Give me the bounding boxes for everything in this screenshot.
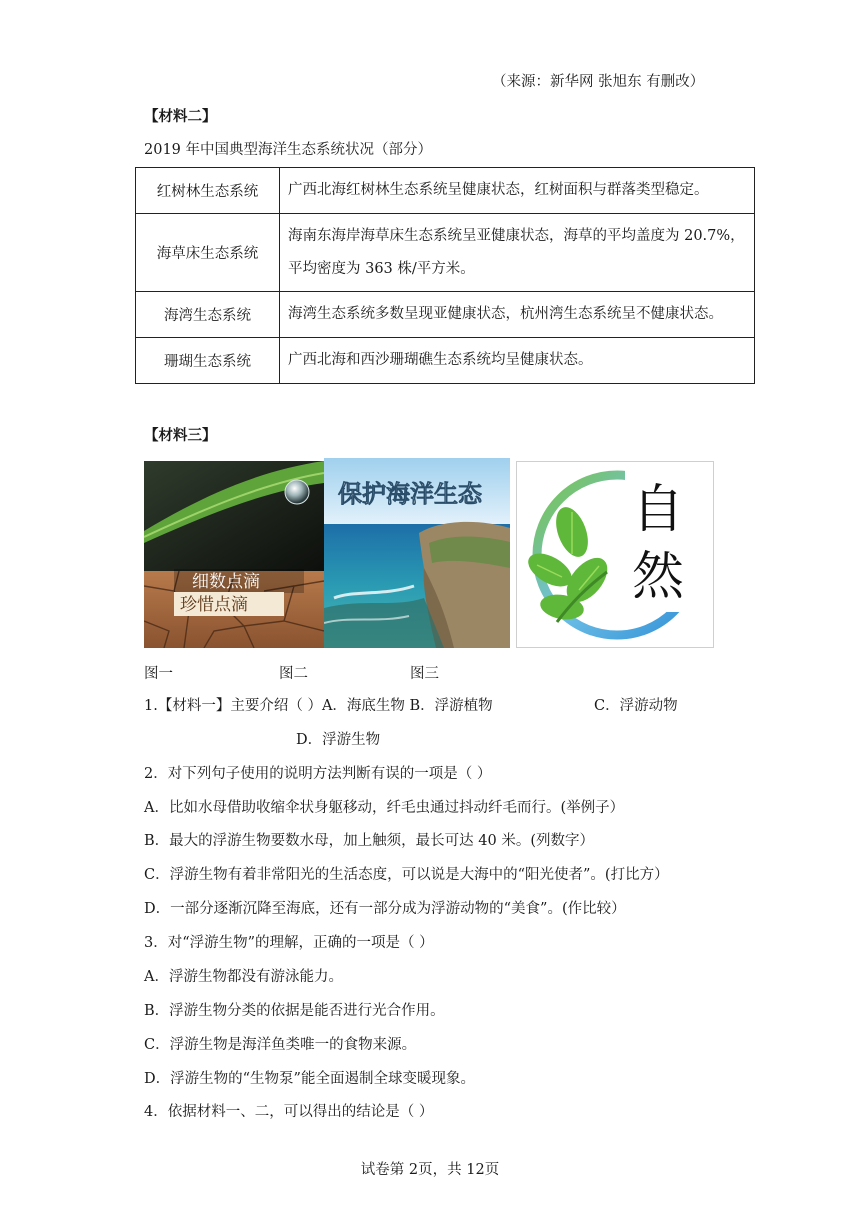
figure-label-1: 图一 bbox=[144, 666, 173, 682]
poster-water-text1: 细数点滴 bbox=[192, 572, 260, 592]
table-cell-desc: 广西北海和西沙珊瑚礁生态系统均呈健康状态。 bbox=[280, 338, 755, 384]
table-cell-desc: 广西北海红树林生态系统呈健康状态，红树面积与群落类型稳定。 bbox=[280, 168, 755, 214]
poster-ocean-image bbox=[324, 458, 510, 648]
table-row bbox=[136, 214, 755, 292]
material2-caption: 2019 年中国典型海洋生态系统状况（部分） bbox=[144, 142, 433, 158]
question-2-option-a: A．比如水母借助收缩伞状身躯移动，纤毛虫通过抖动纤毛而行。(举例子） bbox=[144, 800, 625, 816]
poster-nature-image bbox=[516, 461, 714, 648]
question-3-option-b: B．浮游生物分类的依据是能否进行光合作用。 bbox=[144, 1003, 445, 1019]
question-1-stem: 1.【材料一】主要介绍（ ）A．海底生物 B．浮游植物 bbox=[144, 698, 493, 714]
table-cell-name: 海草床生态系统 bbox=[136, 214, 280, 292]
material3-heading: 【材料三】 bbox=[144, 427, 217, 444]
table-cell-name: 珊瑚生态系统 bbox=[136, 338, 280, 384]
figure-label-2: 图二 bbox=[279, 666, 308, 682]
material2-heading: 【材料二】 bbox=[144, 108, 217, 125]
question-4-stem: 4．依据材料一、二，可以得出的结论是（ ） bbox=[144, 1104, 434, 1120]
ecosystem-table bbox=[135, 167, 755, 384]
question-1-option-c: C．浮游动物 bbox=[594, 698, 678, 714]
poster-ocean-title: 保护海洋生态 bbox=[338, 480, 482, 508]
poster-nature-char2: 然 bbox=[632, 547, 685, 607]
question-1-option-d: D．浮游生物 bbox=[296, 732, 381, 748]
question-2-option-b: B．最大的浮游生物要数水母，加上触须，最长可达 40 米。(列数字） bbox=[144, 833, 594, 849]
question-2-stem: 2．对下列句子使用的说明方法判断有误的一项是（ ） bbox=[144, 766, 492, 782]
page-footer: 试卷第 2页，共 12页 bbox=[360, 1162, 500, 1178]
question-3-option-c: C．浮游生物是海洋鱼类唯一的食物来源。 bbox=[144, 1037, 417, 1053]
question-3-option-d: D．浮游生物的“生物泵”能全面遏制全球变暖现象。 bbox=[144, 1071, 475, 1087]
table-row bbox=[136, 338, 755, 384]
poster-water-text2: 珍惜点滴 bbox=[180, 595, 248, 615]
table-row bbox=[136, 168, 755, 214]
table-cell-desc: 海南东海岸海草床生态系统呈亚健康状态，海草的平均盖度为 20.7%，平均密度为 363 株/平方米。 bbox=[280, 214, 755, 292]
poster-water-image bbox=[144, 461, 324, 648]
question-3-stem: 3．对“浮游生物”的理解，正确的一项是（ ） bbox=[144, 935, 434, 951]
table-cell-name: 海湾生态系统 bbox=[136, 292, 280, 338]
source-line: （来源：新华网 张旭东 有删改） bbox=[492, 74, 705, 90]
table-cell-name: 红树林生态系统 bbox=[136, 168, 280, 214]
question-2-option-c: C．浮游生物有着非常阳光的生活态度，可以说是大海中的“阳光使者”。(打比方） bbox=[144, 867, 669, 883]
figure-label-3: 图三 bbox=[410, 666, 439, 682]
question-3-option-a: A．浮游生物都没有游泳能力。 bbox=[144, 969, 343, 985]
table-cell-desc: 海湾生态系统多数呈现亚健康状态，杭州湾生态系统呈不健康状态。 bbox=[280, 292, 755, 338]
poster-nature-char1: 自 bbox=[632, 480, 685, 540]
question-2-option-d: D．一部分逐渐沉降至海底，还有一部分成为浮游动物的“美食”。(作比较） bbox=[144, 901, 626, 917]
table-row bbox=[136, 292, 755, 338]
